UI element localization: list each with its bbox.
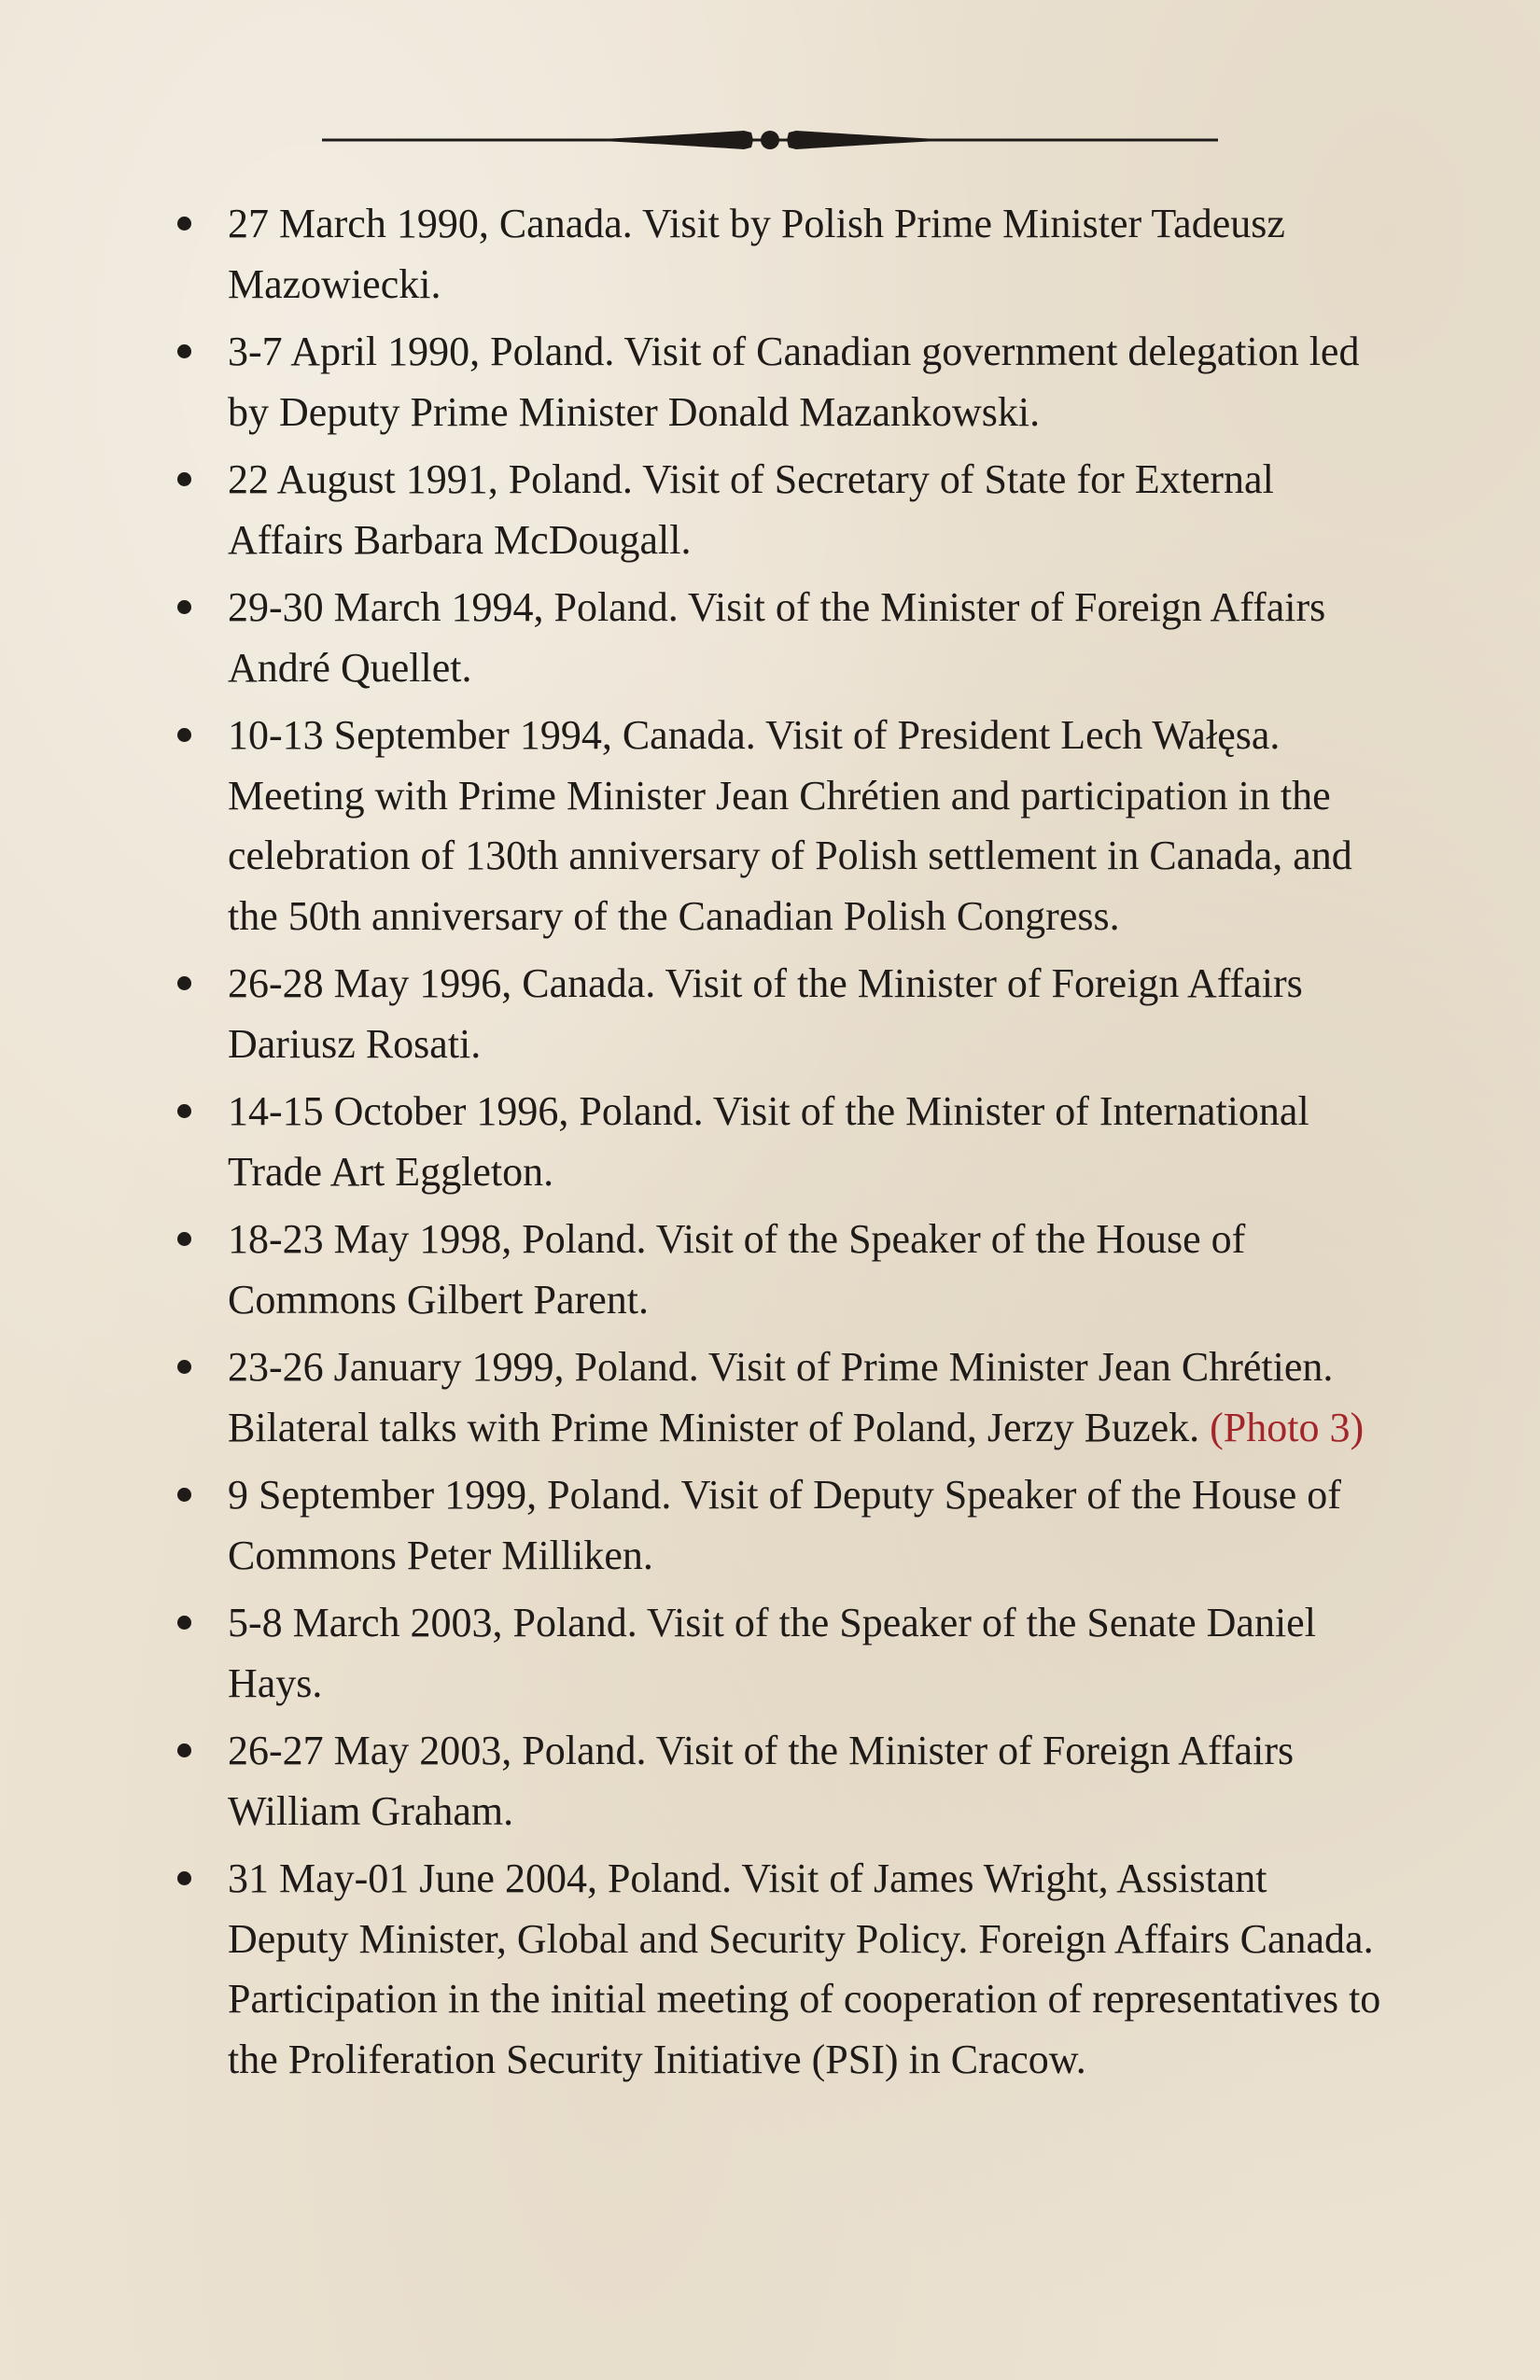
list-item <box>168 578 1391 698</box>
bullet-dot-icon <box>177 1616 191 1630</box>
visit-text: 26-28 May 1996, Canada. Visit of the Minister of Foreign Affairs Dariusz Rosati. <box>228 960 1303 1067</box>
list-item <box>168 1337 1391 1458</box>
bullet-dot-icon <box>177 1232 191 1246</box>
bullet-dot-icon <box>177 1743 191 1757</box>
bullet-dot-icon <box>177 217 191 231</box>
list-item <box>168 1465 1391 1586</box>
visit-text: 14-15 October 1996, Poland. Visit of the Minister of International Trade Art Eggleton. <box>228 1088 1309 1195</box>
visit-text: 9 September 1999, Poland. Visit of Deputy Speaker of the House of Commons Peter Milliken. <box>228 1472 1341 1578</box>
visit-text: 23-26 January 1999, Poland. Visit of Prime Minister Jean Chrétien. Bilateral talks with Prime Minister of Poland, Jerzy Buzek. <box>228 1344 1334 1450</box>
visit-text: 27 March 1990, Canada. Visit by Polish Prime Minister Tadeusz Mazowiecki. <box>228 201 1285 307</box>
list-item <box>168 1593 1391 1714</box>
visit-text: 26-27 May 2003, Poland. Visit of the Minister of Foreign Affairs William Graham. <box>228 1728 1295 1834</box>
bullet-dot-icon <box>177 728 191 742</box>
list-item <box>168 450 1391 570</box>
photo-link[interactable]: (Photo 3) <box>1210 1404 1365 1450</box>
decorative-divider-icon <box>322 119 1218 161</box>
list-item <box>168 1849 1391 2090</box>
visit-text: 3-7 April 1990, Poland. Visit of Canadian government delegation led by Deputy Prime Minister Donald Mazankowski. <box>228 329 1360 435</box>
list-item <box>168 1721 1391 1841</box>
bullet-dot-icon <box>177 1104 191 1118</box>
visit-text: 18-23 May 1998, Poland. Visit of the Speaker of the House of Commons Gilbert Parent. <box>228 1216 1246 1323</box>
bullet-dot-icon <box>177 1360 191 1374</box>
list-item <box>168 194 1391 315</box>
list-item <box>168 1210 1391 1330</box>
visit-text: 10-13 September 1994, Canada. Visit of President Lech Wałęsa. Meeting with Prime Minister Jean Chrétien and participation in the celebration of 130th anniversary of Polish settlement in Canada, and the 50th anniversary of the Canadian Polish Congress. <box>228 712 1352 939</box>
list-item <box>168 954 1391 1074</box>
visit-list <box>168 194 1391 2097</box>
list-item <box>168 322 1391 442</box>
visit-text: 29-30 March 1994, Poland. Visit of the Minister of Foreign Affairs André Quellet. <box>228 584 1326 691</box>
bullet-dot-icon <box>177 344 191 358</box>
visit-text: 5-8 March 2003, Poland. Visit of the Speaker of the Senate Daniel Hays. <box>228 1600 1316 1706</box>
list-item <box>168 1082 1391 1202</box>
visit-text: 31 May-01 June 2004, Poland. Visit of James Wright, Assistant Deputy Minister, Global and Security Policy. Foreign Affairs Canada. Participation in the initial meeting of cooperation of representatives to the Proliferation Security Initiative (PSI) in Cracow. <box>228 1855 1381 2082</box>
visit-text: 22 August 1991, Poland. Visit of Secretary of State for External Affairs Barbara McDougall. <box>228 456 1274 563</box>
bullet-dot-icon <box>177 976 191 990</box>
bullet-dot-icon <box>177 1488 191 1502</box>
bullet-dot-icon <box>177 1871 191 1885</box>
bullet-dot-icon <box>177 472 191 486</box>
list-item <box>168 706 1391 946</box>
bullet-dot-icon <box>177 600 191 614</box>
